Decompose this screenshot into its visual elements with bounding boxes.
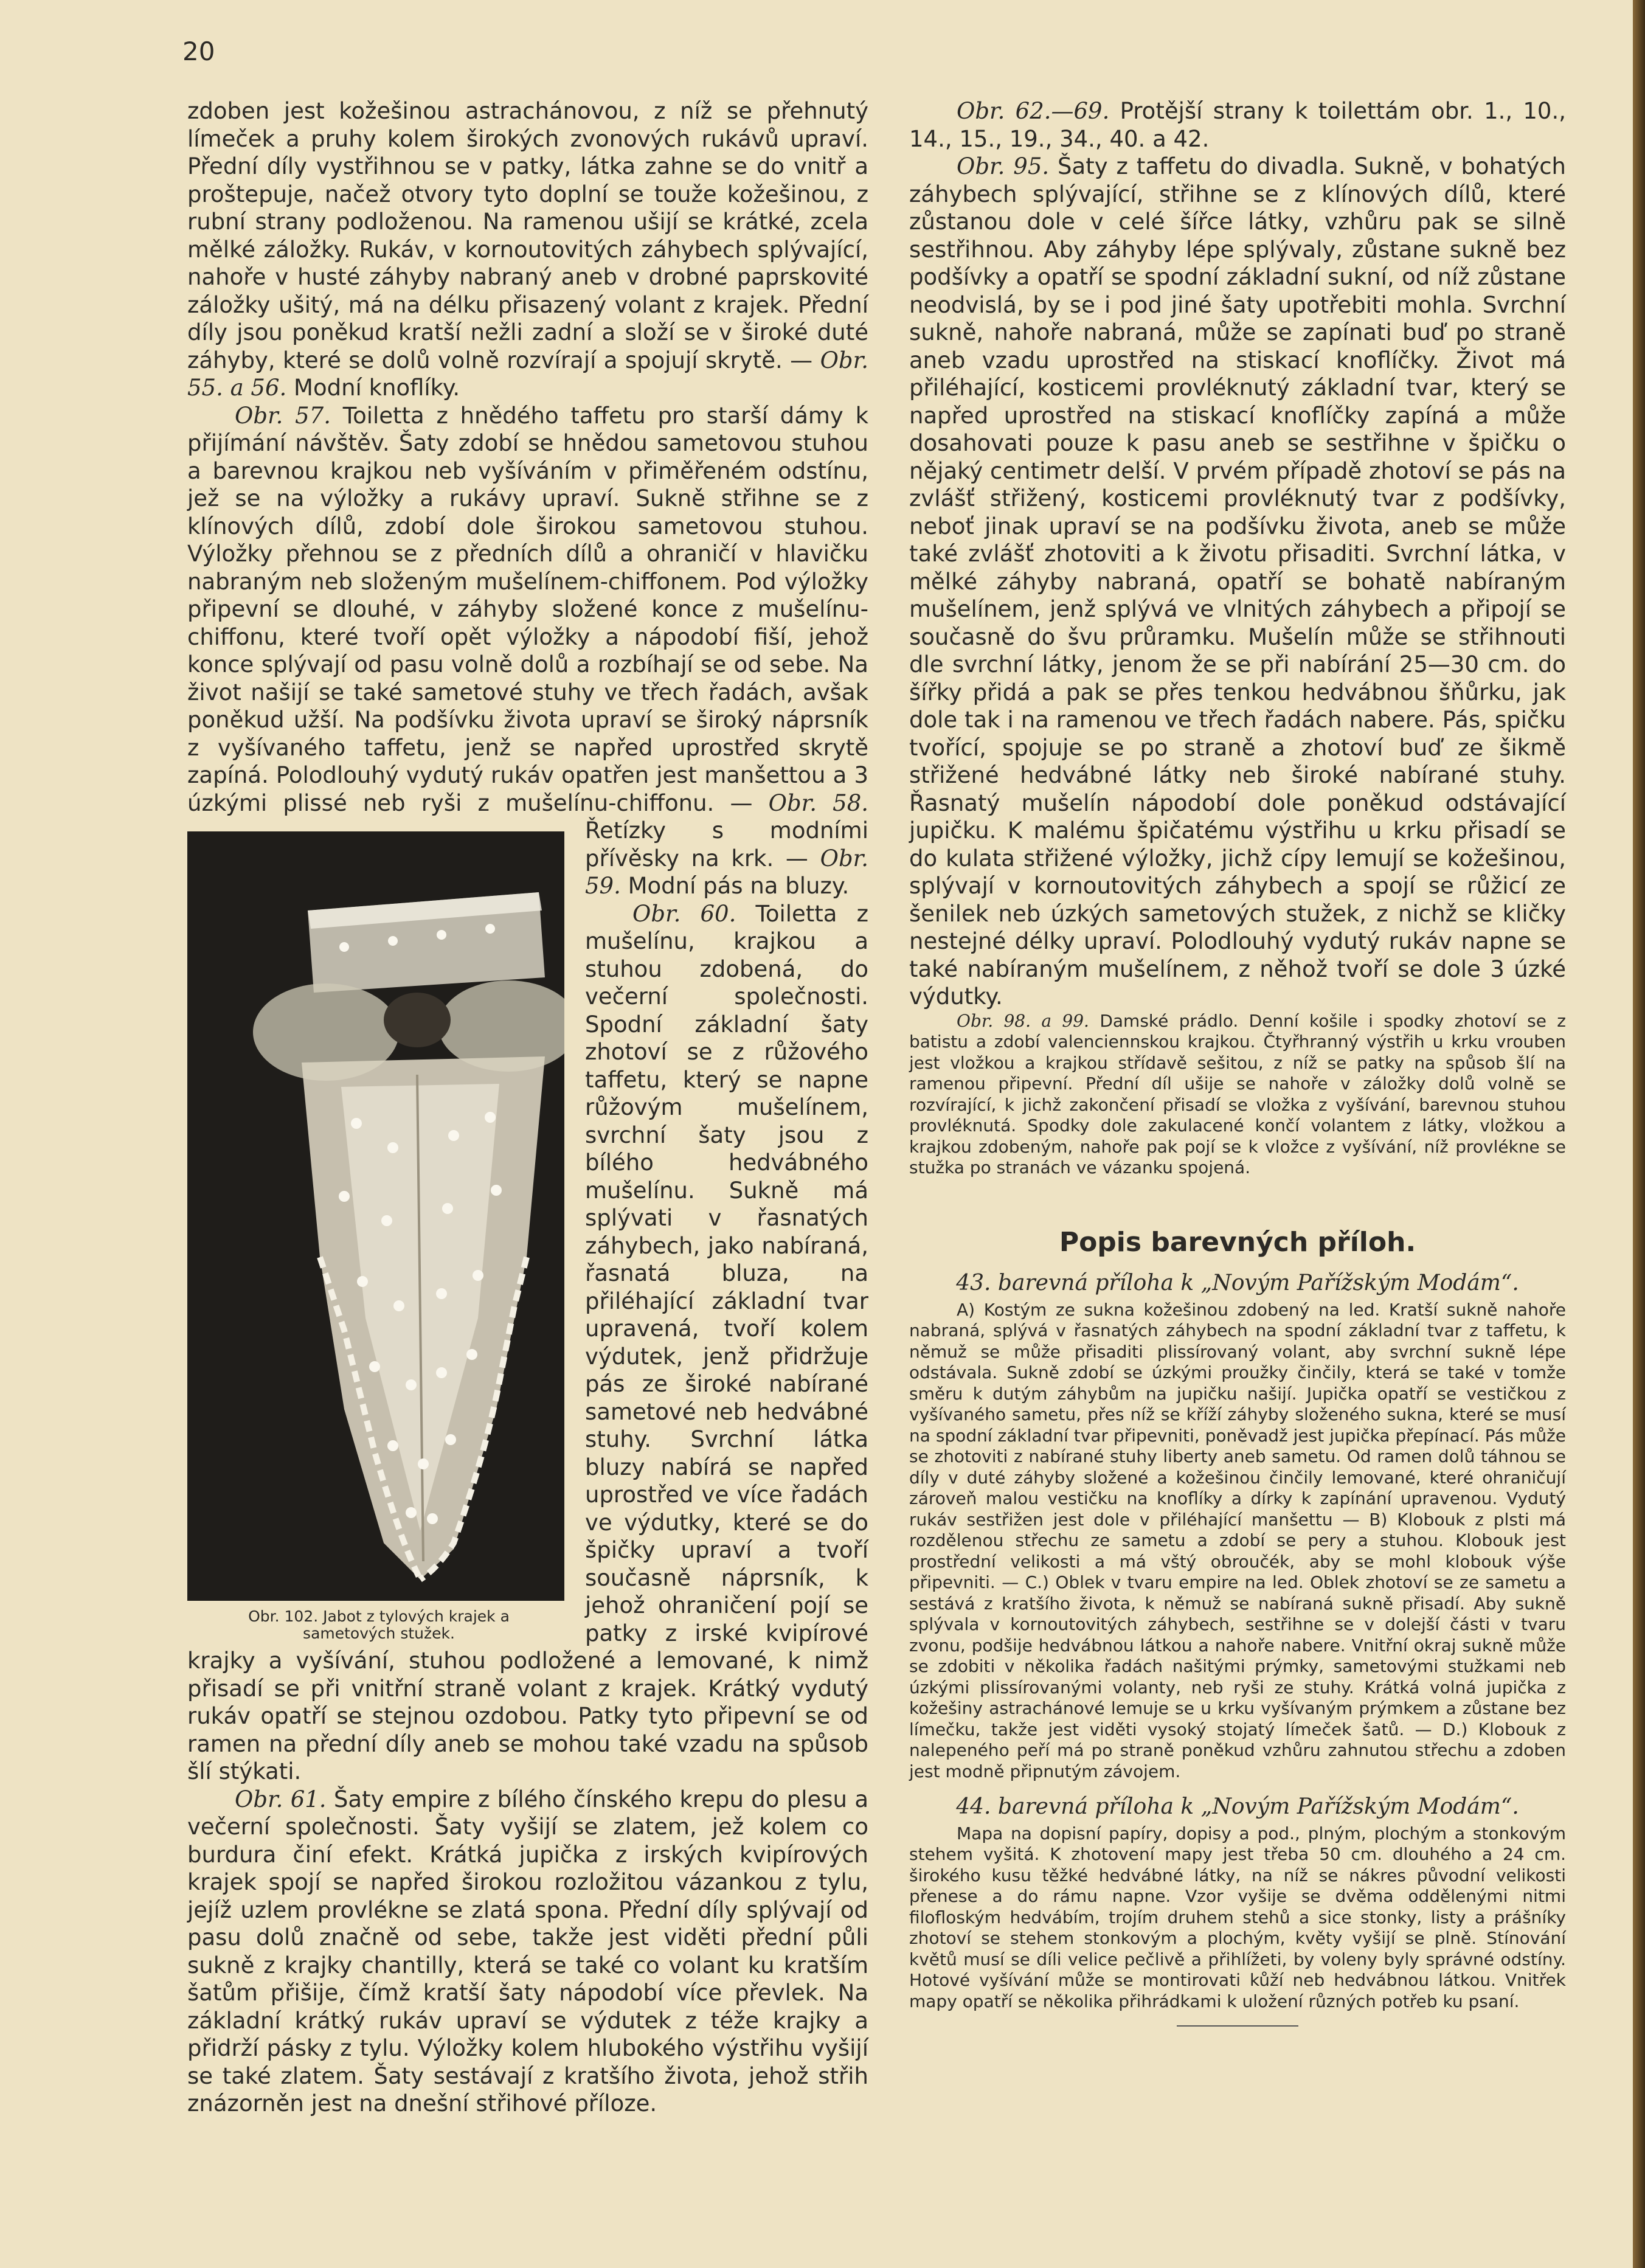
left-column	[187, 97, 868, 2118]
figure	[187, 817, 570, 1642]
paragraph: Obr. 60. Toiletta z mušelínu, krajkou a stuhou zdobená, do večerní společnosti. Spodní základní šaty zhotoví se z růžového taffetu, který se napne růžovým mušelínem, svrchní šaty jsou z bílého hedvábného mušelínu. Sukně má splývati v řasnatých záhybech, jako nabíraná, řasnatá bluza, na přiléhající základní tvar upravená, tvoří kolem výdutek, jenž přidržuje pás ze široké nabírané sametové neb hedvábné stuhy. Svrchní látka bluzy nabírá se napřed uprostřed ve více řadách ve výdutky, které se do špičky upraví a tvoří současně náprsník, k jehož ohraničení pojí se patky z irské kvipírové krajky a vyšívání, stuhou podložené a lemované, k nimž přisadí se při vnitřní straně volant z krajek. Krátký vydutý rukáv opatří se stejnou ozdobou. Patky tyto připevní se od ramen na přední díly aneb se mohou také vzadu na spůsob šlí stýkati.	[187, 900, 868, 1784]
jabot-lace-photo	[187, 831, 564, 1601]
supplement-title: 44. barevná příloha k „Novým Pařížským Modám“.	[956, 1794, 1519, 1819]
paragraph: Obr. 62.—69. Protější strany k toilettám obr. 1., 10., 14., 15., 19., 34., 40. a 42.	[909, 98, 1566, 152]
lace-jabot-illustration	[235, 831, 564, 1601]
page-number: 20	[182, 36, 215, 66]
paragraph: zdoben jest kožešinou astrachánovou, z níž se přehnutý límeček a pruhy kolem širokých zvonových rukávů upraví. Přední díly vystřihnou se v patky, látka zahne se do vnitř a proštepuje, načež otvory tyto doplní se touže kožešinou, z rubní strany podloženou. Na ramenou ušijí se krátké, zcela mělké záložky. Rukáv, v kornoutovitých záhybech splývající, nahoře v husté záhyby nabraný aneb v drobné paprskovité záložky ušitý, má na délku přisazený volant z krajek. Přední díly jsou poněkud kratší nežli zadní a složí se v široké duté záhyby, které se dolů volně rozvírají a spojují skrytě. — Obr. 55. a 56. Modní knoflíky.	[187, 98, 868, 401]
right-column	[909, 97, 1566, 2027]
paragraph: Obr. 57. Toiletta z hnědého taffetu pro starší dámy k přijímání návštěv. Šaty zdobí se hnědou sametovou stuhou a barevnou krajkou neb vyšíváním v přiměřeném odstínu, jež se na výložky a rukávy upraví. Sukně střihne se z klínových dílů, zdobí dole širokou sametovou stuhou. Výložky přehnou se z předních dílů a ohraničí v hlavičku nabraným neb složeným mušelínem-chiffonem. Pod výložky připevní se dlouhé, v záhyby složené konce z mušelínu-chiffonu, které tvoří opět výložky a nápodobí fiší, jehož konce splývají od pasu volně dolů a rozbíhají se od sebe. Na život našijí se také sametové stuhy ve třech řadách, avšak poněkud užší. Na podšívku života upraví se široký náprsník z vyšívaného taffetu, jenž se napřed uprostřed skrytě zapíná. Polodlouhý vydutý rukáv opatřen jest manšettou a 3 úzkými plissé neb ryši z mušelínu-chiffonu. — Obr. 102. Jabot z tylových krajek a sametových stužek. Obr. 58. Řetízky s modními přívěsky na krk. — Obr. 59. Modní pás na bluzy.	[187, 402, 869, 1642]
paragraph: Obr. 98. a 99. Damské prádlo. Denní košile i spodky zhotoví se z batistu a zdobí valenciennskou krajkou. Čtyřhranný výstřih u krku vrouben jest vložkou a krajkou střídavě sešitou, z níž se patky na spůsob šlí na ramenou připevní. Přední díl ušije se nahoře v záložky dolů volně se rozvírající, k jichž zakončení přisadí se vložka z vyšívání, barevnou stuhou provléknutá. Spodky dole zakulacené končí volantem z látky, vložkou a krajkou zdobeným, nahoře pak pojí se k vložce z vyšívání, níž provlékne se stužka po stranách ve vázanku spojená.	[909, 1010, 1566, 1177]
paragraph: A) Kostým ze sukna kožešinou zdobený na led. Kratší sukně nahoře nabraná, splývá v řasnatých záhybech na spodní základní tvar z taffetu, k němuž se může přisaditi plissírovaný volant, aby svrchní sukně lépe odstávala. Sukně zdobí se úzkými proužky činčily, která se také v tomže směru k dutým záhybům na jupičku našijí. Jupička opatří se vestičkou z vyšívaného sametu, přes níž se kříží záhyby složeného sukna, které se musí na spodní základní tvar připevniti, poněvadž jest jupička přepínací. Pás může se zhotoviti z nabírané stuhy liberty aneb sametu. Od ramen dolů táhnou se díly v duté záhyby složené a kožešinou činčily lemované, které ohraničují zároveň malou vestičku na knoflíky a dírky k zapínání upravenou. Vydutý rukáv sestřižen jest dole v přiléhající manšettu — B) Klobouk z plsti má rozdělenou střechu ze sametu a zdobí se pery a stuhou. Klobouk jest prostřední velikosti a má vštý obroučék, aby se mohl klobouk výše připevniti. — C.) Oblek v tvaru empire na led. Oblek zhotoví se ze sametu a sestává z kratšího života, k němuž se nabíraná sukně přisadí. Aby sukně splývala v kornoutovitých záhybech, sestřihne se v dolejší části v tvaru zvonu, podšije hedvábnou látkou a nahoře nabere. Vnitřní okraj sukně může se zdobiti v několika řadách našitými prýmky, sametovými stužkami neb úzkými plissírovanými volanty, neb ryši ze stuhy. Krátká volná jupička z kožešiny astrachánové lemuje se u krku vyšívaným prýmkem a zůstane bez límečku, takže jest viděti vysoký stojatý límeček šatů. — D.) Klobouk z nalepeného peří má po straně poněkud vzhůru zahnutou střechu a zdoben jest modně připnutým závojem.	[909, 1299, 1566, 1781]
divider	[1177, 2025, 1298, 2027]
supplement-title: 43. barevná příloha k „Novým Pařížským Modám“.	[956, 1271, 1519, 1295]
paragraph: Obr. 95. Šaty z taffetu do divadla. Sukně, v bohatých záhybech splývající, střihne se z klínových dílů, které zůstanou dole v celé šířce látky, vzhůru pak se silně sestřihnou. Aby záhyby lépe splývaly, zůstane sukně bez podšívky a opatří se spodní základní sukní, od níž zůstane neodvislá, by se i pod jiné šaty upotřebiti mohla. Svrchní sukně, nahoře nabraná, může se zapínati buď po straně aneb vzadu uprostřed na stiskací knoflíčky. Život má přiléhající, kosticemi provléknutý základní tvar, který se napřed uprostřed na stiskací knoflíčky zapíná a může dosahovati pouze k pasu aneb se sestřihne v špičku o nějaký centimetr delší. V prvém případě zhotoví se pás na zvlášť střižený, kosticemi provléknutý tvar z podšívky, neboť jinak upraví se na podšívku života, aneb se může také zvlášť zhotoviti a k životu přisaditi. Svrchní látka, v mělké záhyby nabraná, opatří se bohatě nabíraným mušelínem, jenž splývá ve vlnitých záhybech a připojí se současně do švu průramku. Mušelín může se střihnouti dle svrchní látky, jenom že se při nabírání 25—30 cm. do šířky přidá a pak se přes tenkou hedvábnou šňůrku, jak dole tak i na ramenou ve třech řadách nabere. Pás, spičku tvořící, spojuje se po straně a zhotoví buď ze šikmě střižené hedvábné látky neb široké nabírané stuhy. Řasnatý mušelín nápodobí dole poněkud odstávající jupičku. K malému špičatému výstřihu u krku přisadí se do kulata střižené výložky, jichž cípy lemují se kožešinou, splývají v kornoutovitých záhybech a spojí se růžicí ze šenilek neb úzkých sametových stužek, z nichž se kličky nestejné délky upraví. Polodlouhý vydutý rukáv napne se také nabíraným mušelínem, z něhož tvoří se dole 3 úzké výdutky.	[909, 153, 1567, 1010]
paragraph: Obr. 61. Šaty empire z bílého čínského krepu do plesu a večerní společnosti. Šaty vyšijí se zlatem, jež kolem co burdura činí efekt. Krátká jupička z irských kvipírových krajek spojí se napřed širokou rozložitou vázankou z tylu, jejíž uzlem provlékne se zlatá spona. Přední díly splývají od pasu dolů značně od sebe, takže jest viděti přední půli sukně z krajky chantilly, která se také co volant ku kratším šatům přišije, čímž kratší šaty nápodobí více převlek. Na základní krátký rukáv upraví se výdutek z téže krajky a přidrží pásky z tylu. Výložky kolem hlubokého výstřihu vyšijí se také zlatem. Šaty sestávají z kratšího života, jehož střih znázorněn jest na dnešní střihové příloze.	[187, 1786, 868, 2117]
section-heading: Popis barevných příloh.	[1059, 1226, 1416, 1258]
book-binding-edge	[1633, 0, 1645, 2268]
paragraph: Mapa na dopisní papíry, dopisy a pod., plným, plochým a stonkovým stehem vyšitá. K zhotovení mapy jest třeba 50 cm. dlouhého a 24 cm. širokého kusu těžké hedvábné látky, na níž se nákres původní velikosti přenese a do rámu napne. Vzor vyšije se dvěma oddělenými nitmi filofloským hedvábím, trojím druhem stehů a sice stonky, listy a prášníky zhotoví se stehem stonkovým a plochým, květy vyšijí se plně. Stínování květů musí se díli velice pečlivě a přihlížeti, by voleny byly správné odstíny. Hotové vyšívání může se montirovati kůží neb hedvábnou látkou. Vnitřek mapy opatří se několika přihrádkami k uložení různých potřeb ku psaní.	[909, 1823, 1566, 2011]
figure-caption: Obr. 102. Jabot z tylových krajek a sametových stužek.	[248, 1607, 510, 1642]
